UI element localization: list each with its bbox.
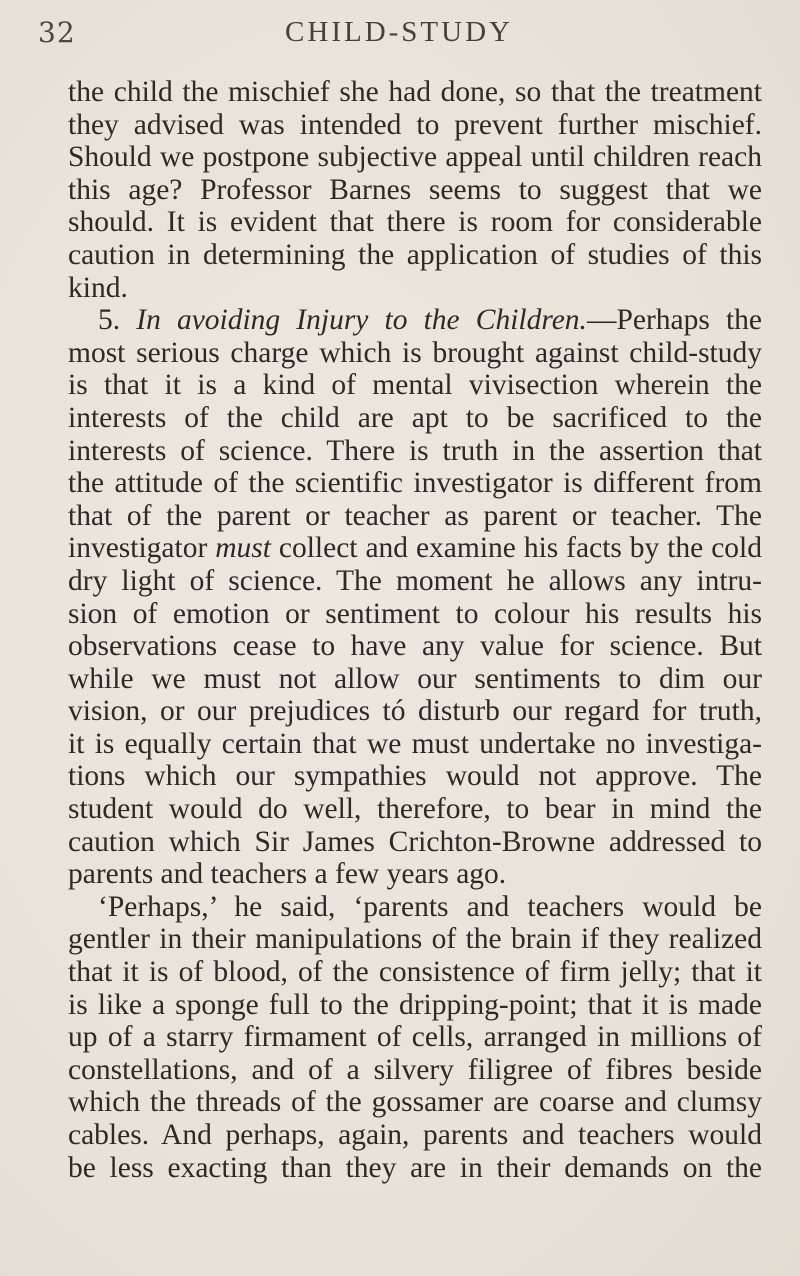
text-line <box>68 565 762 598</box>
text-line-content: gentler in their manipulations of the brain if they realized <box>68 923 762 956</box>
text-line-content: while we must not allow our sentiments to dim our <box>68 662 762 695</box>
text-line <box>68 109 762 142</box>
text-line <box>68 272 762 305</box>
text-line-content: student would do well, therefore, to bear in mind the <box>68 793 762 826</box>
text-line-content: parents and teachers a few years ago. <box>68 858 507 891</box>
text-line-content: kind. <box>68 271 128 304</box>
text-line <box>68 858 762 891</box>
text-line <box>68 369 762 402</box>
text-line-content: caution in determining the application of studies of this <box>68 238 762 271</box>
text-line-content: that of the parent or teacher as parent or teacher. The <box>68 499 762 532</box>
text-line <box>68 630 762 663</box>
page-number: 32 <box>38 16 76 49</box>
text-line <box>68 891 762 924</box>
text-line-content: cables. And perhaps, again, parents and teachers would <box>68 1119 762 1151</box>
text-line <box>68 1152 762 1185</box>
text-line <box>68 337 762 370</box>
text-line-content: is like a sponge full to the dripping-point; that it is made <box>68 988 762 1021</box>
text-line-content: dry light of science. The moment he allows any intru- <box>68 564 762 597</box>
text-line <box>68 989 762 1022</box>
text-line-content: interests of the child are apt to be sacrificed to the <box>68 401 762 434</box>
text-line-content: the child the mischief she had done, so that the treatment <box>68 76 762 108</box>
text-line <box>68 1119 762 1152</box>
page-header <box>38 12 760 52</box>
text-line-content: tions which our sympathies would not approve. The <box>68 760 762 793</box>
text-line <box>68 206 762 239</box>
running-head: CHILD-STUDY <box>285 16 513 48</box>
text-line-content: ‘Perhaps,’ he said, ‘parents and teachers would be <box>98 890 762 923</box>
text-line-content: observations cease to have any value for science. But <box>68 630 762 663</box>
text-line-content: Should we postpone subjective appeal until children reach <box>68 141 762 174</box>
text-line <box>68 174 762 207</box>
text-line <box>68 923 762 956</box>
text-line <box>68 435 762 468</box>
text-line-content: it is equally certain that we must undertake no investiga- <box>68 727 762 760</box>
text-line <box>68 1086 762 1119</box>
text-line <box>68 793 762 826</box>
text-line-prefix: 5. <box>98 304 137 337</box>
text-line-content: up of a starry firmament of cells, arranged in millions of <box>68 1021 762 1054</box>
text-line <box>68 728 762 761</box>
text-line-content: they advised was intended to prevent further mischief. <box>68 108 762 141</box>
text-line-content: constellations, and of a silvery filigree of fibres beside <box>68 1053 762 1086</box>
text-line-content: —Perhaps the <box>586 304 762 337</box>
text-line-content: caution which Sir James Crichton-Browne addressed to <box>68 825 762 858</box>
text-line-content: vision, or our prejudices tó disturb our regard for truth, <box>68 695 762 728</box>
text-line <box>68 1021 762 1054</box>
text-line-content: that it is of blood, of the consistence of firm jelly; that it <box>68 956 762 989</box>
text-line <box>68 239 762 272</box>
text-line-content: which the threads of the gossamer are coarse and clumsy <box>68 1086 762 1119</box>
text-line-italic: In avoiding Injury to the Children. <box>136 304 587 337</box>
text-line <box>68 663 762 696</box>
text-line <box>68 956 762 989</box>
body-text <box>68 76 762 1184</box>
text-line-content: the attitude of the scientific investigator is different from <box>68 467 762 500</box>
text-line-content: be less exacting than they are in their demands on the <box>68 1151 762 1184</box>
text-line <box>68 402 762 435</box>
text-line <box>68 500 762 533</box>
text-line <box>68 141 762 174</box>
text-line-content: collect and examine his facts by the cold <box>270 532 762 565</box>
text-line <box>68 76 762 109</box>
text-line <box>68 532 762 565</box>
text-line <box>68 760 762 793</box>
text-line-content: interests of science. There is truth in the assertion that <box>68 434 762 467</box>
text-line-content: sion of emotion or sentiment to colour his results his <box>68 597 762 630</box>
text-line <box>68 695 762 728</box>
text-line-content: this age? Professor Barnes seems to suggest that we <box>68 173 762 206</box>
text-line <box>68 304 762 337</box>
text-line-content: should. It is evident that there is room for considerable <box>68 206 762 239</box>
text-line <box>68 598 762 631</box>
text-line-content: is that it is a kind of mental vivisection wherein the <box>68 369 762 402</box>
text-line <box>68 826 762 859</box>
text-line <box>68 467 762 500</box>
text-line-prefix: investigator <box>68 532 216 565</box>
text-line <box>68 1054 762 1087</box>
text-line-content: most serious charge which is brought against child-study <box>68 336 762 369</box>
text-line-italic: must <box>215 532 271 565</box>
